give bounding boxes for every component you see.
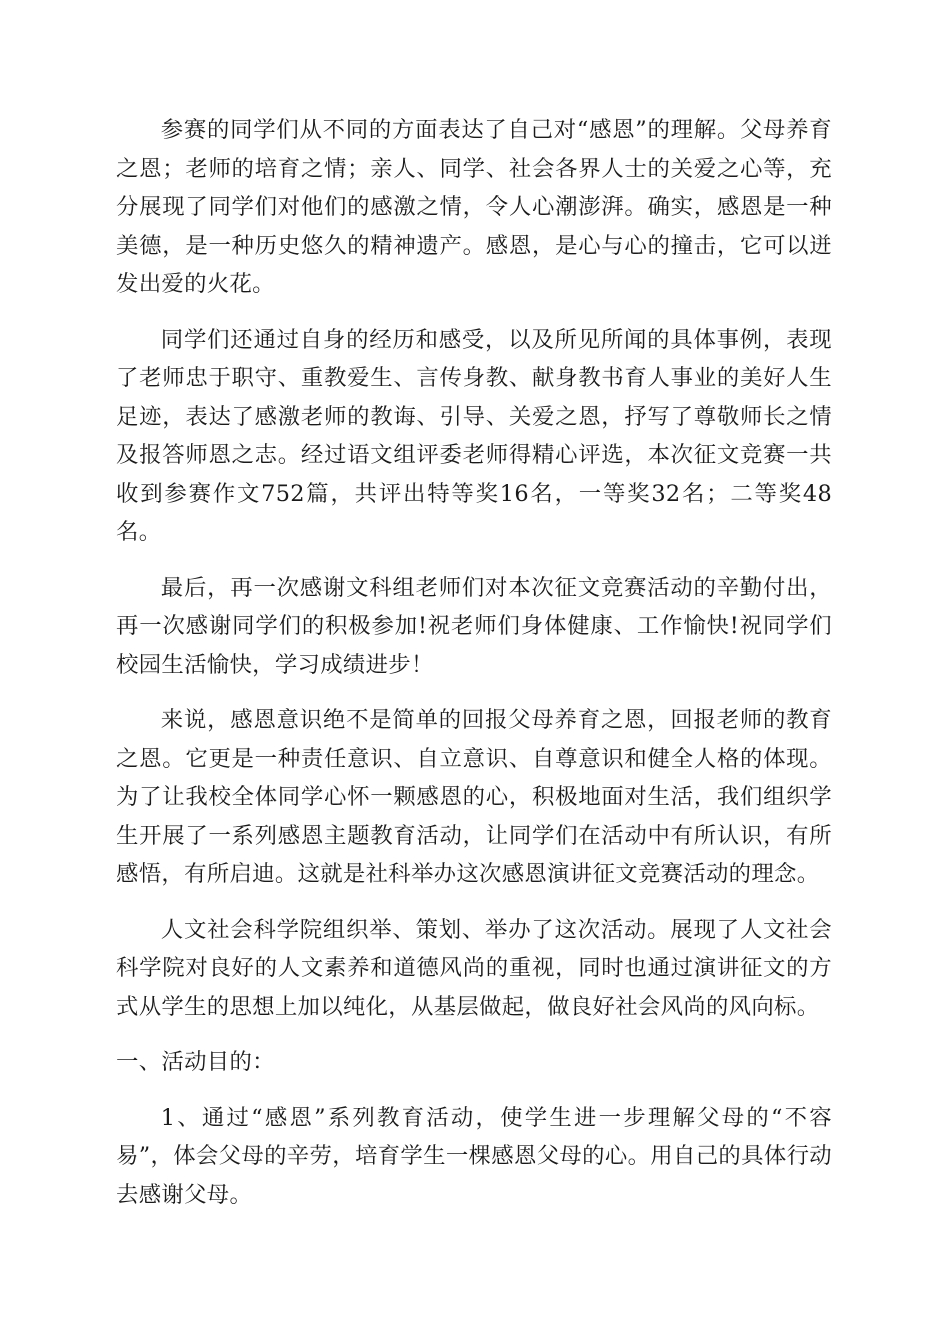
paragraph-gratitude-awareness: 来说，感恩意识绝不是简单的回报父母养育之恩，回报老师的教育之恩。它更是一种责任意识、自立意识、自尊意识和健全人格的体现。为了让我校全体同学心怀一颗感恩的心，积极地面对生活，我们组织学生开展了一系列感恩主题教育活动，让同学们在活动中有所认识，有所感悟，有所启迪。这就是社科举办这次感恩演讲征文竞赛活动的理念。	[116, 707, 832, 887]
document-page	[116, 111, 832, 1214]
paragraph-thanks: 最后，再一次感谢文科组老师们对本次征文竞赛活动的辛勤付出，再一次感谢同学们的积极参加!祝老师们身体健康、工作愉快!祝同学们校园生活愉快，学习成绩进步！	[116, 574, 832, 678]
paragraph-organizer: 人文社会科学院组织举、策划、举办了这次活动。展现了人文社会科学院对良好的人文素养和道德风尚的重视，同时也通过演讲征文的方式从学生的思想上加以纯化，从基层做起，做良好社会风尚的风向标。	[116, 916, 832, 1020]
paragraph-gratitude-themes: 参赛的同学们从不同的方面表达了自己对“感恩”的理解。父母养育之恩；老师的培育之情；亲人、同学、社会各界人士的关爱之心等，充分展现了同学们对他们的感激之情，令人心潮澎湃。确实，感恩是一种美德，是一种历史悠久的精神遗产。感恩，是心与心的撞击，它可以迸发出爱的火花。	[116, 117, 832, 297]
paragraph-purpose-item-1: 1、通过“感恩”系列教育活动，使学生进一步理解父母的“不容易”，体会父母的辛劳，培育学生一棵感恩父母的心。用自己的具体行动去感谢父母。	[116, 1104, 832, 1208]
section-heading-activity-purpose: 一、活动目的：	[116, 1049, 275, 1075]
paragraph-teacher-gratitude: 同学们还通过自身的经历和感受，以及所见所闻的具体事例，表现了老师忠于职守、重教爱生、言传身教、献身教书育人事业的美好人生足迹，表达了感激老师的教诲、引导、关爱之恩，抒写了尊敬师长之情及报答师恩之志。经过语文组评委老师得精心评选，本次征文竞赛一共收到参赛作文752篇，共评出特等奖16名，一等奖32名；二等奖48名。	[116, 326, 832, 545]
